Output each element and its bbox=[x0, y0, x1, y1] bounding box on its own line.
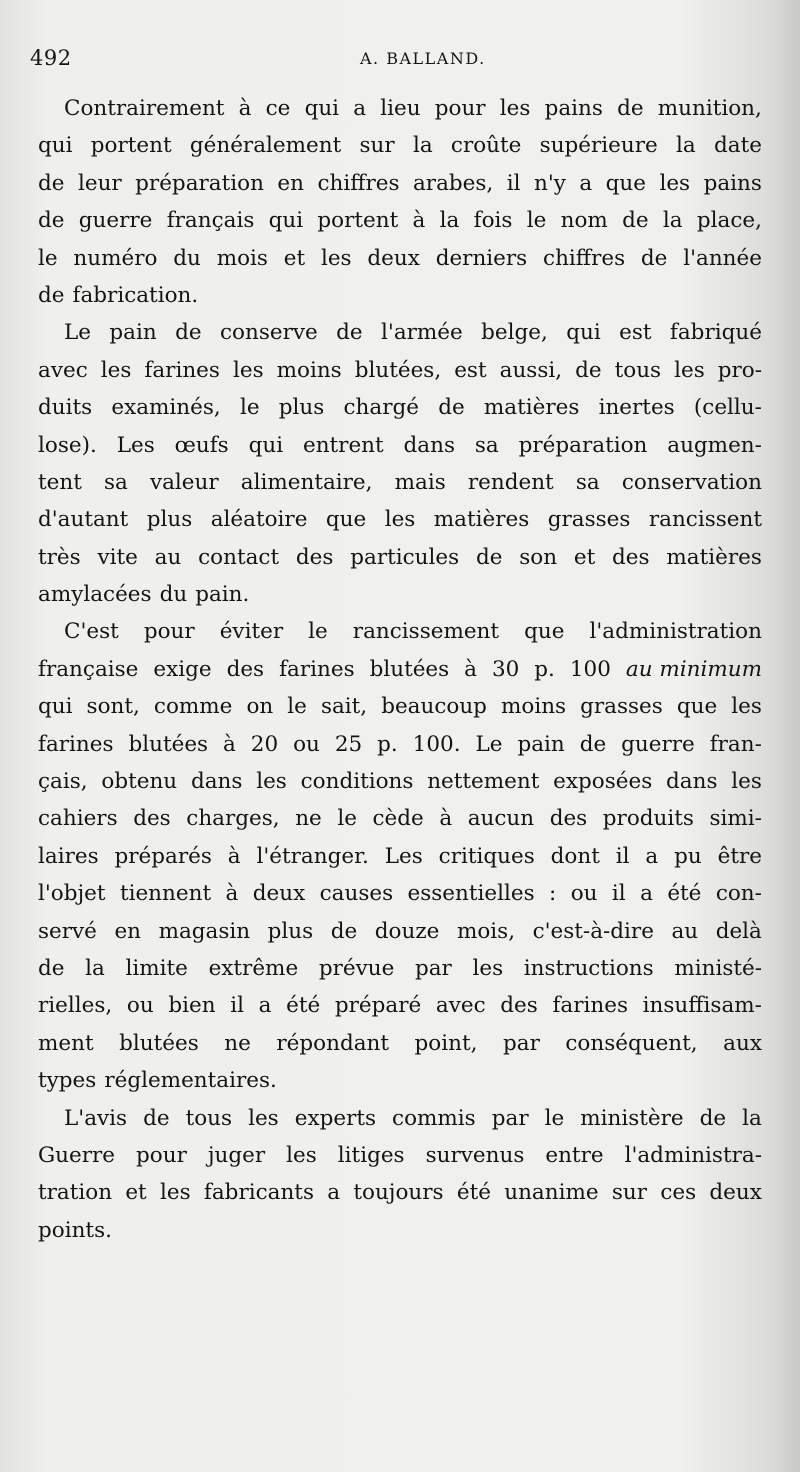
text-line: qui sont, comme on le sait, beaucoup moins grasses que les bbox=[38, 694, 762, 720]
body-text bbox=[38, 90, 762, 1249]
text-line: duits examinés, le plus chargé de matières inertes (cellu- bbox=[38, 395, 762, 421]
text-line: farines blutées à 20 ou 25 p. 100. Le pain de guerre fran- bbox=[38, 731, 762, 757]
text-line: ment blutées ne répondant point, par conséquent, aux bbox=[38, 1030, 762, 1056]
page-header bbox=[30, 46, 770, 76]
text-line: servé en magasin plus de douze mois, c'est-à-dire au delà bbox=[38, 918, 762, 944]
text-line: très vite au contact des particules de son et des matières bbox=[38, 544, 762, 570]
text-line: qui portent généralement sur la croûte supérieure la date bbox=[38, 133, 762, 159]
text-line: l'objet tiennent à deux causes essentielles : ou il a été con- bbox=[38, 881, 762, 907]
text-line: de leur préparation en chiffres arabes, il n'y a que les pains bbox=[38, 170, 762, 196]
text-line: Le pain de conserve de l'armée belge, qui est fabriqué bbox=[64, 320, 762, 346]
text-line: tent sa valeur alimentaire, mais rendent sa conservation bbox=[38, 469, 762, 495]
text-line: avec les farines les moins blutées, est aussi, de tous les pro- bbox=[38, 357, 762, 383]
page-number: 492 bbox=[30, 46, 72, 70]
text-line: rielles, ou bien il a été préparé avec des farines insuffisam- bbox=[38, 993, 762, 1019]
text-line: laires préparés à l'étranger. Les critiques dont il a pu être bbox=[38, 843, 762, 869]
text-line: de la limite extrême prévue par les instructions ministé- bbox=[38, 955, 762, 981]
text-line: tration et les fabricants a toujours été unanime sur ces deux bbox=[38, 1180, 762, 1206]
text-line: types réglementaires. bbox=[38, 1068, 277, 1094]
text-line: de fabrication. bbox=[38, 282, 199, 308]
text-line: amylacées du pain. bbox=[38, 582, 250, 608]
text-line: le numéro du mois et les deux derniers chiffres de l'année bbox=[38, 245, 762, 271]
text-line: lose). Les œufs qui entrent dans sa préparation augmen- bbox=[38, 432, 762, 458]
running-head: A. BALLAND. bbox=[360, 49, 486, 68]
text-line: cahiers des charges, ne le cède à aucun des produits simi- bbox=[38, 806, 762, 832]
text-line: Guerre pour juger les litiges survenus entre l'administra- bbox=[38, 1142, 762, 1168]
text-line: L'avis de tous les experts commis par le ministère de la bbox=[64, 1105, 762, 1131]
text-line: d'autant plus aléatoire que les matières grasses rancissent bbox=[38, 507, 762, 533]
text-line: C'est pour éviter le rancissement que l'administration bbox=[64, 619, 762, 645]
text-line: de guerre français qui portent à la fois le nom de la place, bbox=[38, 208, 762, 234]
text-line: çais, obtenu dans les conditions nettement exposées dans les bbox=[38, 769, 762, 795]
text-line: française exige des farines blutées à 30 p. 100 au minimum bbox=[38, 656, 762, 682]
text-line: points. bbox=[38, 1217, 112, 1243]
text-line: Contrairement à ce qui a lieu pour les pains de munition, bbox=[64, 96, 762, 121]
